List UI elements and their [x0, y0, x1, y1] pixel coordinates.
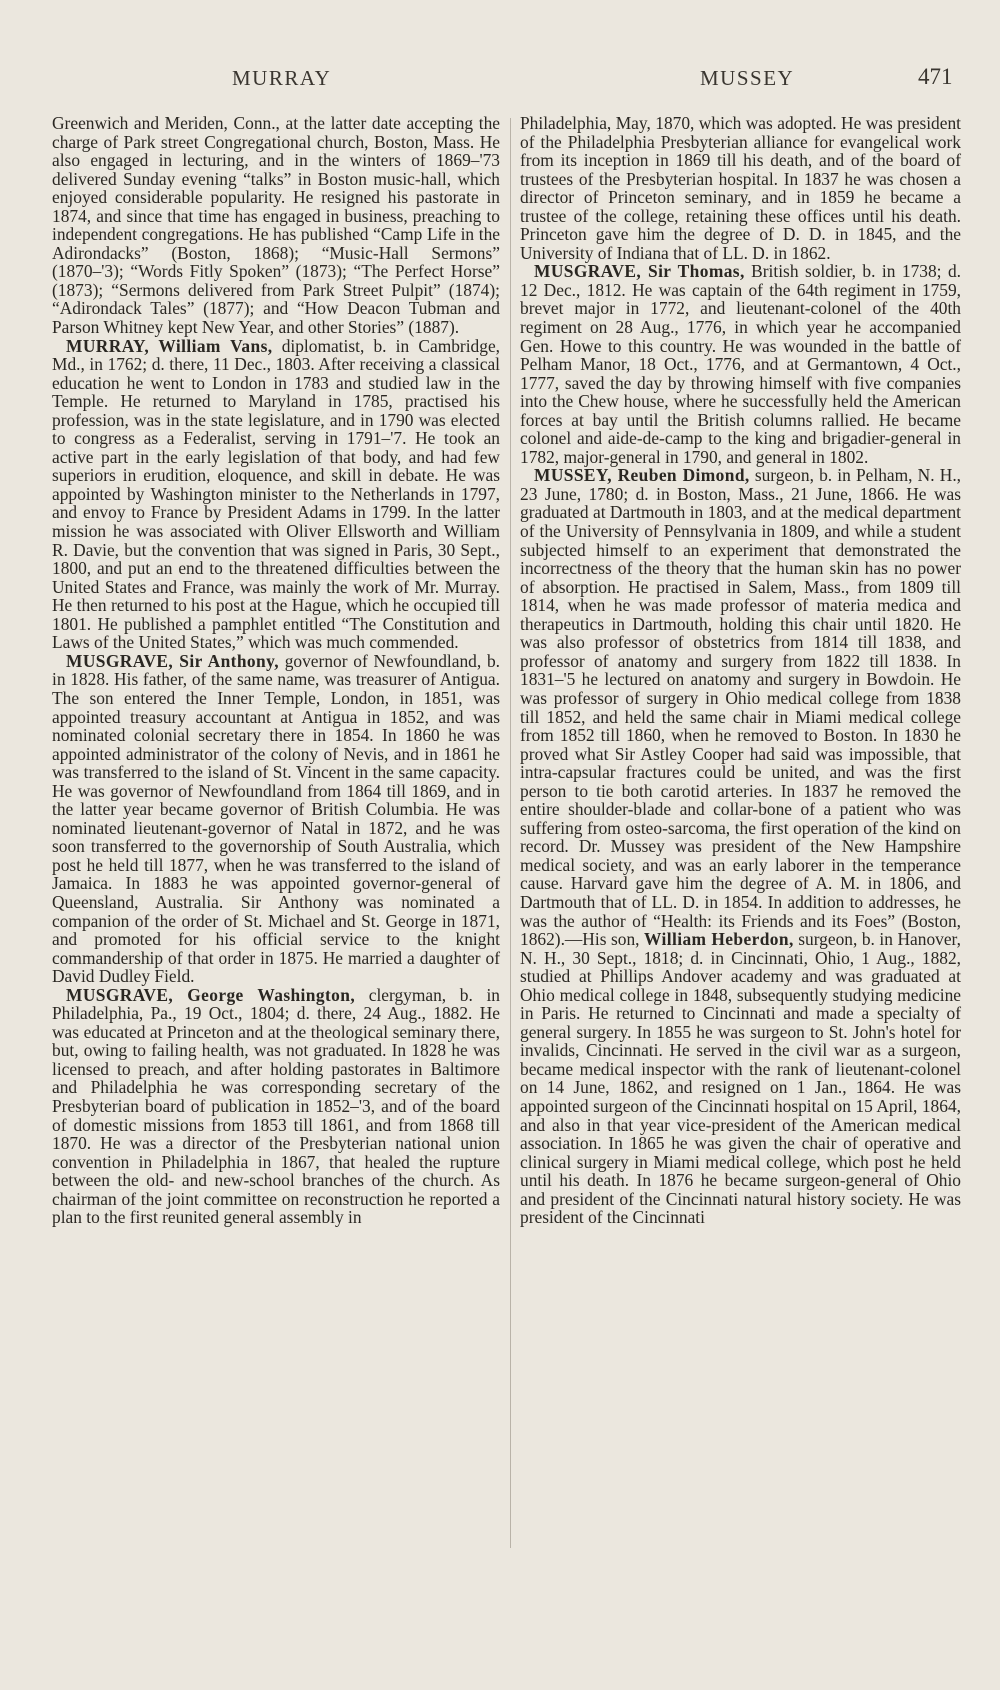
entry-headword: MURRAY, William Vans, — [66, 335, 273, 356]
right-running-head: MUSSEY — [700, 66, 795, 90]
entry-headword: MUSGRAVE, Sir Anthony, — [66, 650, 279, 671]
entry-musgrave-anthony — [52, 652, 500, 986]
entry-musgrave-george-washington — [52, 986, 500, 1227]
entry-headword: MUSGRAVE, George Washington, — [66, 984, 356, 1005]
left-column — [52, 114, 500, 1227]
entry-subheadword: William Heberdon, — [644, 929, 794, 950]
running-header — [0, 66, 1000, 96]
entry-text: surgeon, b. in Pelham, N. H., 23 June, 1780; d. in Boston, Mass., 21 June, 1866. He was graduated at Dartmouth in 1803, and at the medical department of the University of Pennsylvania in 1809, and while a student subjected himself to an experiment that demonstrated the incorrectness of the theory that the human skin has no power of absorption. He practised in Salem, Mass., from 1809 till 1814, when he was made professor of materia medica and therapeutics in Dartmouth, holding this chair until 1820. He was also professor of obstetrics from 1814 till 1838, and professor of anatomy and surgery from 1822 till 1838. In 1831–'5 he lectured on anatomy and surgery in Bowdoin. He was professor of surgery in Ohio medical college from 1838 till 1852, and held the same chair in Miami medical college from 1852 till 1860, when he removed to Boston. In 1830 he proved what Sir Astley Cooper had said was impossible, that intra-capsular fractures could be united, and was the first person to tie both carotid arteries. In 1837 he removed the entire shoulder-blade and collar-bone of a patient who was suffering from osteo-sarcoma, the first operation of the kind on record. Dr. Mussey was president of the New Hampshire medical society, and was an early laborer in the temperance cause. Harvard gave him the degree of A. M. in 1806, and Dartmouth that of LL. D. in 1854. In addition to addresses, he was the author of “Health: its Friends and its Foes” (Boston, 1862).—His son, — [520, 465, 962, 950]
entry-mussey-reuben-dimond — [520, 466, 961, 1226]
entry-text: surgeon, b. in Hanover, N. H., 30 Sept., 1818; d. in Cincinnati, Ohio, 1 Aug., 1882, studied at Phillips Andover academy and was graduated at Ohio medical college in 1848, subsequently studying medicine in Paris. He returned to Cincinnati and made a specialty of general surgery. In 1855 he was surgeon to St. John's hotel for invalids, Cincinnati. He served in the civil war as a surgeon, became medical inspector with the rank of lieutenant-colonel on 14 June, 1862, and resigned on 1 Jan., 1864. He was appointed surgeon of the Cincinnati hospital on 15 April, 1864, and also in that year vice-president of the American medical association. In 1865 he was given the chair of operative and clinical surgery in Miami medical college, which post he held until his death. In 1876 he became surgeon-general of Ohio and president of the Cincinnati natural history society. He was president of the Cincinnati — [520, 929, 962, 1228]
entry-headword: MUSGRAVE, Sir Thomas, — [534, 261, 745, 282]
entry-murray-william-vans — [52, 337, 500, 652]
left-running-head: MURRAY — [232, 66, 332, 90]
entry-headword: MUSSEY, Reuben Dimond, — [534, 465, 750, 486]
entry-text: diplomatist, b. in Cambridge, Md., in 1762; d. there, 11 Dec., 1803. After receiving a classical education he went to London in 1783 and studied law in the Temple. He returned to Maryland in 1785, practised his profession, was in the state legislature, and in 1790 was elected to congress as a Federalist, serving in 1791–'7. He took an active part in the early legislation of that body, and had few superiors in erudition, eloquence, and skill in debate. He was appointed by Washington minister to the Netherlands in 1797, and envoy to France by President Adams in 1799. In the latter mission he was associated with Oliver Ellsworth and William R. Davie, but the convention that was signed in Paris, 30 Sept., 1800, and put an end to the threatened difficulties between the United States and France, was mainly the work of Mr. Murray. He then returned to his post at the Hague, which he occupied till 1801. He published a pamphlet entitled “The Constitution and Laws of the United States,” which was much commended. — [52, 335, 501, 653]
entry-text: British soldier, b. in 1738; d. 12 Dec., 1812. He was captain of the 64th regiment in 1759, brevet major in 1772, and lieutenant-colonel of the 40th regiment on 28 Aug., 1776, in which year he accompanied Gen. Howe to this country. He was wounded in the battle of Pelham Manor, 18 Oct., 1776, and at Germantown, 4 Oct., 1777, saved the day by throwing himself with five companies into the Chew house, where he successfully held the American forces at bay until the British columns rallied. He became colonel and aide-de-camp to the king and brigadier-general in 1782, major-general in 1790, and general in 1802. — [520, 261, 961, 467]
continued-paragraph: Greenwich and Meriden, Conn., at the latter date accepting the charge of Park street Congregational church, Boston, Mass. He also engaged in lecturing, and in the winters of 1869–'73 delivered Sunday evening “talks” in Boston music-hall, which enjoyed considerable popularity. He resigned his pastorate in 1874, and since that time has engaged in business, preaching to independent congregations. He has published “Camp Life in the Adirondacks” (Boston, 1868); “Music-Hall Sermons” (1870–'3); “Words Fitly Spoken” (1873); “The Perfect Horse” (1873); “Sermons delivered from Park Street Pulpit” (1874); “Adirondack Tales” (1877); and “How Deacon Tubman and Parson Whitney kept New Year, and other Stories” (1887). — [52, 113, 500, 338]
entry-musgrave-thomas — [520, 262, 961, 466]
page-number: 471 — [918, 64, 953, 89]
column-divider — [510, 118, 511, 1548]
right-column — [520, 114, 961, 1227]
continued-paragraph: Philadelphia, May, 1870, which was adopted. He was president of the Philadelphia Presbyterian alliance for evangelical work from its inception in 1869 till his death, and of the board of trustees of the Presbyterian hospital. In 1837 he was chosen a director of Princeton seminary, and in 1859 he became a trustee of the college, retaining these offices until his death. Princeton gave him the degree of D. D. in 1845, and the University of Indiana that of LL. D. in 1862. — [520, 113, 961, 263]
entry-text: governor of Newfoundland, b. in 1828. His father, of the same name, was treasurer of Antigua. The son entered the Inner Temple, London, in 1851, was appointed treasury accountant at Antigua in 1852, and was nominated colonial secretary there in 1854. In 1860 he was appointed administrator of the colony of Nevis, and in 1861 he was transferred to the island of St. Vincent in the same capacity. He was governor of Newfoundland from 1864 till 1869, and in the latter year became governor of British Columbia. He was nominated lieutenant-governor of Natal in 1872, and he was soon transferred to the governorship of South Australia, which post he held till 1877, when he was transferred to the island of Jamaica. In 1883 he was appointed governor-general of Queensland, Australia. Sir Anthony was nominated a companion of the order of St. Michael and St. George in 1871, and promoted for his official service to the knight commandership of that order in 1875. He married a daughter of David Dudley Field. — [52, 650, 501, 987]
entry-text: clergyman, b. in Philadelphia, Pa., 19 Oct., 1804; d. there, 24 Aug., 1882. He was educated at Princeton and at the theological seminary there, but, owing to failing health, was not graduated. In 1828 he was licensed to preach, and after holding pastorates in Baltimore and Philadelphia he was corresponding secretary of the Presbyterian board of publication in 1852–'3, and of the board of domestic missions from 1853 till 1861, and from 1868 till 1870. He was a director of the Presbyterian national union convention in Philadelphia in 1867, that healed the rupture between the old- and new-school branches of the church. As chairman of the joint committee on reconstruction he reported a plan to the first reunited general assembly in — [52, 984, 500, 1228]
